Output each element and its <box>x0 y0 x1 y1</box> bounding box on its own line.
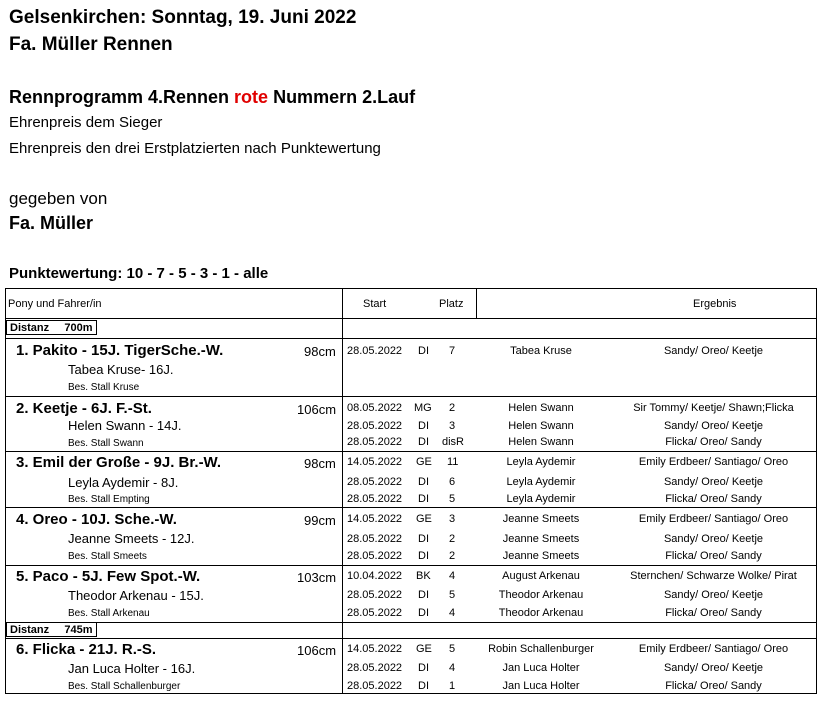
result-driver: Theodor Arkenau <box>498 607 584 619</box>
result-rank: 6 <box>449 476 456 488</box>
result-outcome: Sandy/ Oreo/ Keetje <box>663 589 764 601</box>
driver-name: Tabea Kruse- 16J. <box>68 362 174 377</box>
result-date: 14.05.2022 <box>347 456 403 468</box>
pony-name: 5. Paco - 5J. Few Spot.-W. <box>16 568 201 585</box>
column-divider <box>476 289 477 318</box>
result-driver: Robin Schallenburger <box>488 643 594 655</box>
result-rank: 2 <box>449 533 456 545</box>
given-by: gegeben von <box>9 189 108 208</box>
result-outcome: Emily Erdbeer/ Santiago/ Oreo <box>638 513 789 525</box>
program-title-part2: Nummern 2.Lauf <box>268 87 416 107</box>
result-driver: Jeanne Smeets <box>502 550 580 562</box>
pony-size: 98cm <box>304 456 336 471</box>
result-outcome: Flicka/ Oreo/ Sandy <box>665 436 762 448</box>
column-divider <box>342 289 343 693</box>
result-place: DI <box>418 589 429 601</box>
result-driver: Tabea Kruse <box>510 345 572 357</box>
distance-label: Distanz 745m <box>6 622 97 637</box>
pony-size: 98cm <box>304 344 336 359</box>
result-place: DI <box>418 550 429 562</box>
result-date: 14.05.2022 <box>347 513 403 525</box>
result-place: DI <box>418 436 429 448</box>
result-outcome: Flicka/ Oreo/ Sandy <box>665 493 762 505</box>
row-divider <box>6 638 816 639</box>
result-outcome: Flicka/ Oreo/ Sandy <box>665 607 762 619</box>
result-driver: Jan Luca Holter <box>502 680 580 692</box>
result-driver: Jeanne Smeets <box>502 533 580 545</box>
header-ergebnis: Ergebnis <box>693 298 737 310</box>
program-title-red: rote <box>234 87 269 107</box>
result-rank: 4 <box>449 607 456 619</box>
pony-name: 3. Emil der Große - 9J. Br.-W. <box>16 454 222 471</box>
stall-name: Bes. Stall Schallenburger <box>68 681 181 692</box>
result-place: GE <box>416 456 432 468</box>
row-divider <box>6 507 816 508</box>
result-rank: 5 <box>449 493 456 505</box>
result-place: DI <box>418 662 429 674</box>
result-place: DI <box>418 420 429 432</box>
result-driver: Jeanne Smeets <box>502 513 580 525</box>
result-place: MG <box>414 402 432 414</box>
pony-size: 106cm <box>297 643 337 658</box>
result-date: 10.04.2022 <box>347 570 403 582</box>
result-place: DI <box>418 607 429 619</box>
result-rank: 4 <box>449 570 456 582</box>
scoring: Punktewertung: 10 - 7 - 5 - 3 - 1 - alle <box>9 265 269 282</box>
result-rank: 4 <box>449 662 456 674</box>
result-driver: Helen Swann <box>508 436 574 448</box>
race-table <box>5 288 817 694</box>
driver-name: Jeanne Smeets - 12J. <box>68 531 195 546</box>
driver-name: Helen Swann - 14J. <box>68 418 182 433</box>
stall-name: Bes. Stall Arkenau <box>68 608 150 619</box>
row-divider <box>6 622 816 623</box>
result-place: DI <box>418 493 429 505</box>
prize-line-2: Ehrenpreis den drei Erstplatzierten nach Punktewertung <box>9 140 381 157</box>
result-date: 28.05.2022 <box>347 680 403 692</box>
pony-name: 1. Pakito - 15J. TigerSche.-W. <box>16 342 224 359</box>
result-date: 28.05.2022 <box>347 436 403 448</box>
pony-size: 103cm <box>297 570 337 585</box>
result-outcome: Flicka/ Oreo/ Sandy <box>665 680 762 692</box>
result-outcome: Sternchen/ Schwarze Wolke/ Pirat <box>630 570 797 582</box>
result-place: GE <box>416 513 432 525</box>
result-date: 28.05.2022 <box>347 550 403 562</box>
program-title <box>9 87 415 108</box>
row-divider <box>6 318 816 319</box>
result-rank: 3 <box>449 420 456 432</box>
result-driver: Leyla Aydemir <box>506 456 576 468</box>
result-driver: Helen Swann <box>508 402 574 414</box>
result-driver: Jan Luca Holter <box>502 662 580 674</box>
result-outcome: Flicka/ Oreo/ Sandy <box>665 550 762 562</box>
pony-size: 99cm <box>304 513 336 528</box>
result-place: DI <box>418 345 429 357</box>
result-outcome: Emily Erdbeer/ Santiago/ Oreo <box>638 643 789 655</box>
row-divider <box>6 338 816 339</box>
stall-name: Bes. Stall Kruse <box>68 382 140 393</box>
result-date: 28.05.2022 <box>347 662 403 674</box>
result-place: DI <box>418 476 429 488</box>
pony-name: 2. Keetje - 6J. F.-St. <box>16 400 152 417</box>
result-outcome: Sandy/ Oreo/ Keetje <box>663 662 764 674</box>
result-rank: 3 <box>449 513 456 525</box>
result-rank: 2 <box>449 550 456 562</box>
result-date: 28.05.2022 <box>347 607 403 619</box>
result-date: 28.05.2022 <box>347 589 403 601</box>
result-place: DI <box>418 533 429 545</box>
header-pony: Pony und Fahrer/in <box>8 298 102 310</box>
header-platz: Platz <box>439 298 464 310</box>
pony-size: 106cm <box>297 402 337 417</box>
result-rank: 1 <box>449 680 456 692</box>
result-outcome: Emily Erdbeer/ Santiago/ Oreo <box>638 456 789 468</box>
result-date: 28.05.2022 <box>347 345 403 357</box>
result-outcome: Sandy/ Oreo/ Keetje <box>663 420 764 432</box>
result-place: GE <box>416 643 432 655</box>
row-divider <box>6 396 816 397</box>
result-outcome: Sandy/ Oreo/ Keetje <box>663 476 764 488</box>
event-subtitle: Fa. Müller Rennen <box>9 34 173 55</box>
row-divider <box>6 565 816 566</box>
result-outcome: Sandy/ Oreo/ Keetje <box>663 345 764 357</box>
sponsor: Fa. Müller <box>9 213 94 233</box>
event-title: Gelsenkirchen: Sonntag, 19. Juni 2022 <box>9 7 357 28</box>
result-date: 28.05.2022 <box>347 476 403 488</box>
program-title-part1: Rennprogramm 4.Rennen <box>9 87 235 107</box>
result-date: 08.05.2022 <box>347 402 403 414</box>
row-divider <box>6 451 816 452</box>
result-rank: disR <box>442 436 465 448</box>
result-driver: August Arkenau <box>502 570 580 582</box>
result-place: DI <box>418 680 429 692</box>
distance-label: Distanz 700m <box>6 320 97 335</box>
driver-name: Theodor Arkenau - 15J. <box>68 588 204 603</box>
result-rank: 11 <box>447 456 459 468</box>
result-date: 28.05.2022 <box>347 420 403 432</box>
result-driver: Helen Swann <box>508 420 574 432</box>
result-date: 14.05.2022 <box>347 643 403 655</box>
stall-name: Bes. Stall Smeets <box>68 551 147 562</box>
result-outcome: Sir Tommy/ Keetje/ Shawn;Flicka <box>633 402 794 414</box>
result-driver: Theodor Arkenau <box>498 589 584 601</box>
result-rank: 5 <box>449 643 456 655</box>
header-start: Start <box>363 298 387 310</box>
driver-name: Leyla Aydemir - 8J. <box>68 475 179 490</box>
stall-name: Bes. Stall Empting <box>68 494 150 505</box>
result-outcome: Sandy/ Oreo/ Keetje <box>663 533 764 545</box>
driver-name: Jan Luca Holter - 16J. <box>68 661 196 676</box>
prize-line-1: Ehrenpreis dem Sieger <box>9 114 163 131</box>
result-rank: 2 <box>449 402 456 414</box>
result-rank: 7 <box>449 345 456 357</box>
result-place: BK <box>416 570 431 582</box>
stall-name: Bes. Stall Swann <box>68 438 144 449</box>
pony-name: 6. Flicka - 21J. R.-S. <box>16 641 157 658</box>
result-date: 28.05.2022 <box>347 533 403 545</box>
result-rank: 5 <box>449 589 456 601</box>
result-driver: Leyla Aydemir <box>506 493 576 505</box>
result-driver: Leyla Aydemir <box>506 476 576 488</box>
result-date: 28.05.2022 <box>347 493 403 505</box>
pony-name: 4. Oreo - 10J. Sche.-W. <box>16 511 177 528</box>
